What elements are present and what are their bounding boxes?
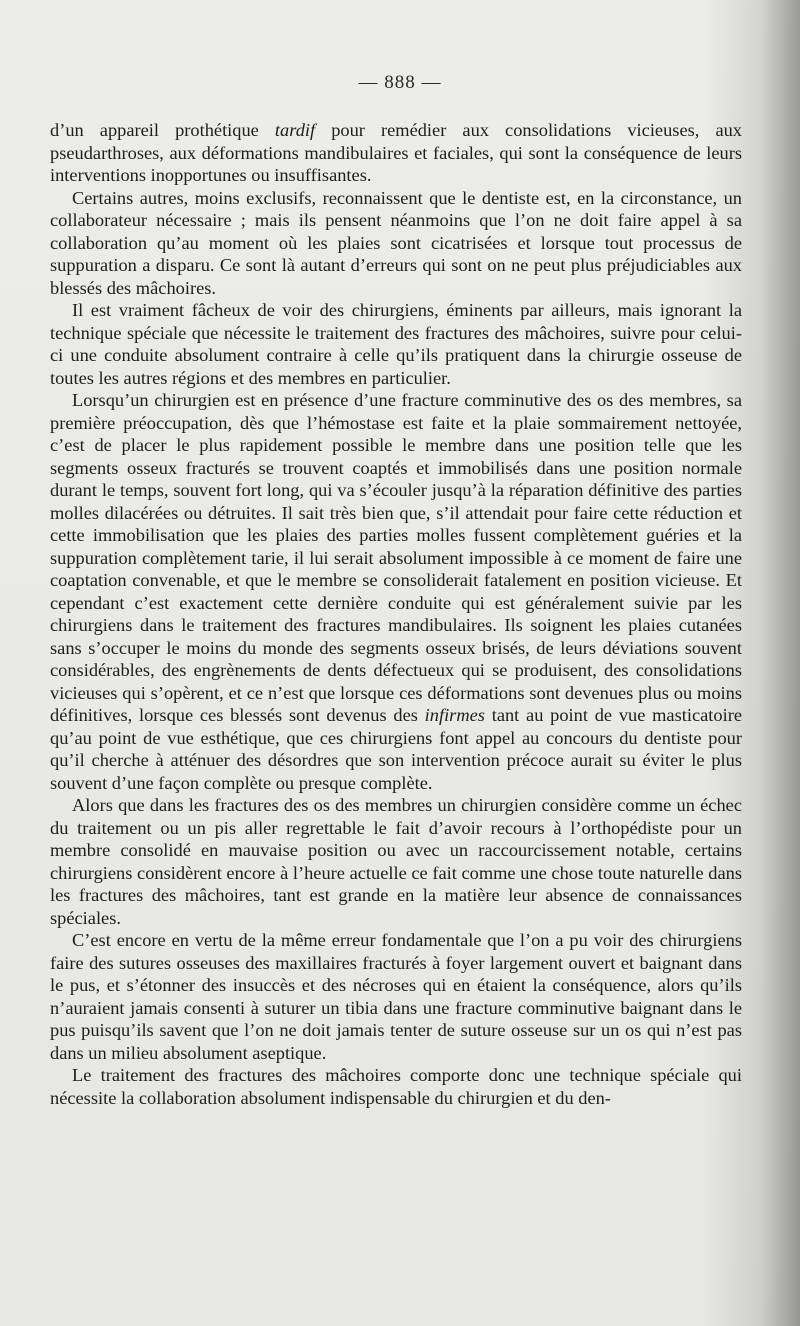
body-text — [50, 119, 742, 1109]
paragraph-4 — [50, 389, 742, 794]
text-run: d’un appareil prothétique — [50, 120, 275, 140]
paragraph-5 — [50, 794, 742, 929]
italic-run: tardif — [274, 120, 316, 140]
page-number: — 888 — — [358, 72, 442, 93]
italic-run: infirmes — [424, 705, 485, 725]
paragraph-3 — [50, 299, 742, 389]
text-run: C’est encore en vertu de la même erreur fondamentale que l’on a pu voir des chirurgiens faire des sutures osseuses des maxillaires fracturés à foyer largement ouvert et baignant dans le pus, et s’étonner des insuccès et des nécroses qui en étaient la conséquence, alors qu’ils n’auraient jamais consenti à suturer un tibia dans une fracture comminutive baignant dans le pus puisqu’ils savent que l’on ne doit jamais tenter de suture osseuse sur un os qui n’est pas dans un milieu absolument aseptique. — [50, 930, 742, 1063]
paragraph-2 — [50, 187, 742, 300]
text-run: tant au point de vue masticatoire qu’au point de vue esthétique, que ces chirurgiens font appel au concours du dentiste pour qu’il cherche à atténuer des désordres que son intervention précoce aurait su éviter le plus souvent d’une façon complète ou presque complète. — [50, 705, 742, 793]
paragraph-1 — [50, 119, 742, 187]
text-run: Le traitement des fractures des mâchoires comporte donc une technique spéciale qui nécessite la collaboration absolument indispensable du chirurgien et du den- — [50, 1065, 742, 1108]
text-run: Alors que dans les fractures des os des membres un chirurgien considère comme un échec du traitement ou un pis aller regrettable le fait d’avoir recours à l’orthopédiste pour un membre consolidé en mauvaise position ou avec un raccourcissement notable, certains chirurgiens considèrent encore à l’heure actuelle ce fait comme une chose toute naturelle dans les fractures des mâchoires, tant est grande en la matière leur absence de connaissances spéciales. — [50, 795, 742, 928]
paragraph-6 — [50, 929, 742, 1064]
text-run: pour remédier aux consolidations vicieuses, aux pseudarthroses, aux déformations mandibulaires et faciales, qui sont la conséquence de leurs interventions inopportunes ou insuffisantes. — [50, 120, 742, 185]
text-run: Lorsqu’un chirurgien est en présence d’une fracture comminutive des os des membres, sa première préoccupation, dès que l’hémostase est faite et la plaie sommairement nettoyée, c’est de placer le plus rapidement possible le membre dans une position telle que les segments osseux fracturés se trouvent coaptés et immobilisés dans une position normale durant le temps, souvent fort long, qui va s’écouler jusqu’à la réparation définitive des parties molles dilacérées ou détruites. Il sait très bien que, s’il attendait pour faire cette réduction et cette immobilisation que les plaies des parties molles fussent complètement guéries et la suppuration complètement tarie, il lui serait absolument impossible à ce moment de faire une coaptation convenable, et que le membre se consoliderait fatalement en position vicieuse. Et cependant c’est exactement cette dernière conduite qui est généralement suivie par les chirurgiens dans le traitement des fractures mandibulaires. Ils soignent les plaies cutanées sans s’occuper le moins du monde des segments osseux brisés, de leurs déviations souvent considérables, des engrènements de dents défectueux qui se produisent, des consolidations vicieuses qui s’opèrent, et ce n’est que lorsque ces déformations sont devenues plus ou moins définitives, lorsque ces blessés sont devenus des — [50, 390, 742, 725]
text-run: Il est vraiment fâcheux de voir des chirurgiens, éminents par ailleurs, mais ignorant la technique spéciale que nécessite le traitement des fractures des mâchoires, suivre pour celui-ci une conduite absolument contraire à celle qu’ils pratiquent dans la chirurgie osseuse de toutes les autres régions et des membres en particulier. — [50, 300, 742, 388]
text-run: Certains autres, moins exclusifs, reconnaissent que le dentiste est, en la circonstance, un collaborateur nécessaire ; mais ils pensent néanmoins que l’on ne doit faire appel à sa collaboration qu’au moment où les plaies sont cicatrisées et lorsque tout processus de suppuration a disparu. Ce sont là autant d’erreurs qui sont on ne peut plus préjudiciables aux blessés des mâchoires. — [50, 187, 742, 298]
paragraph-7 — [50, 1064, 742, 1109]
